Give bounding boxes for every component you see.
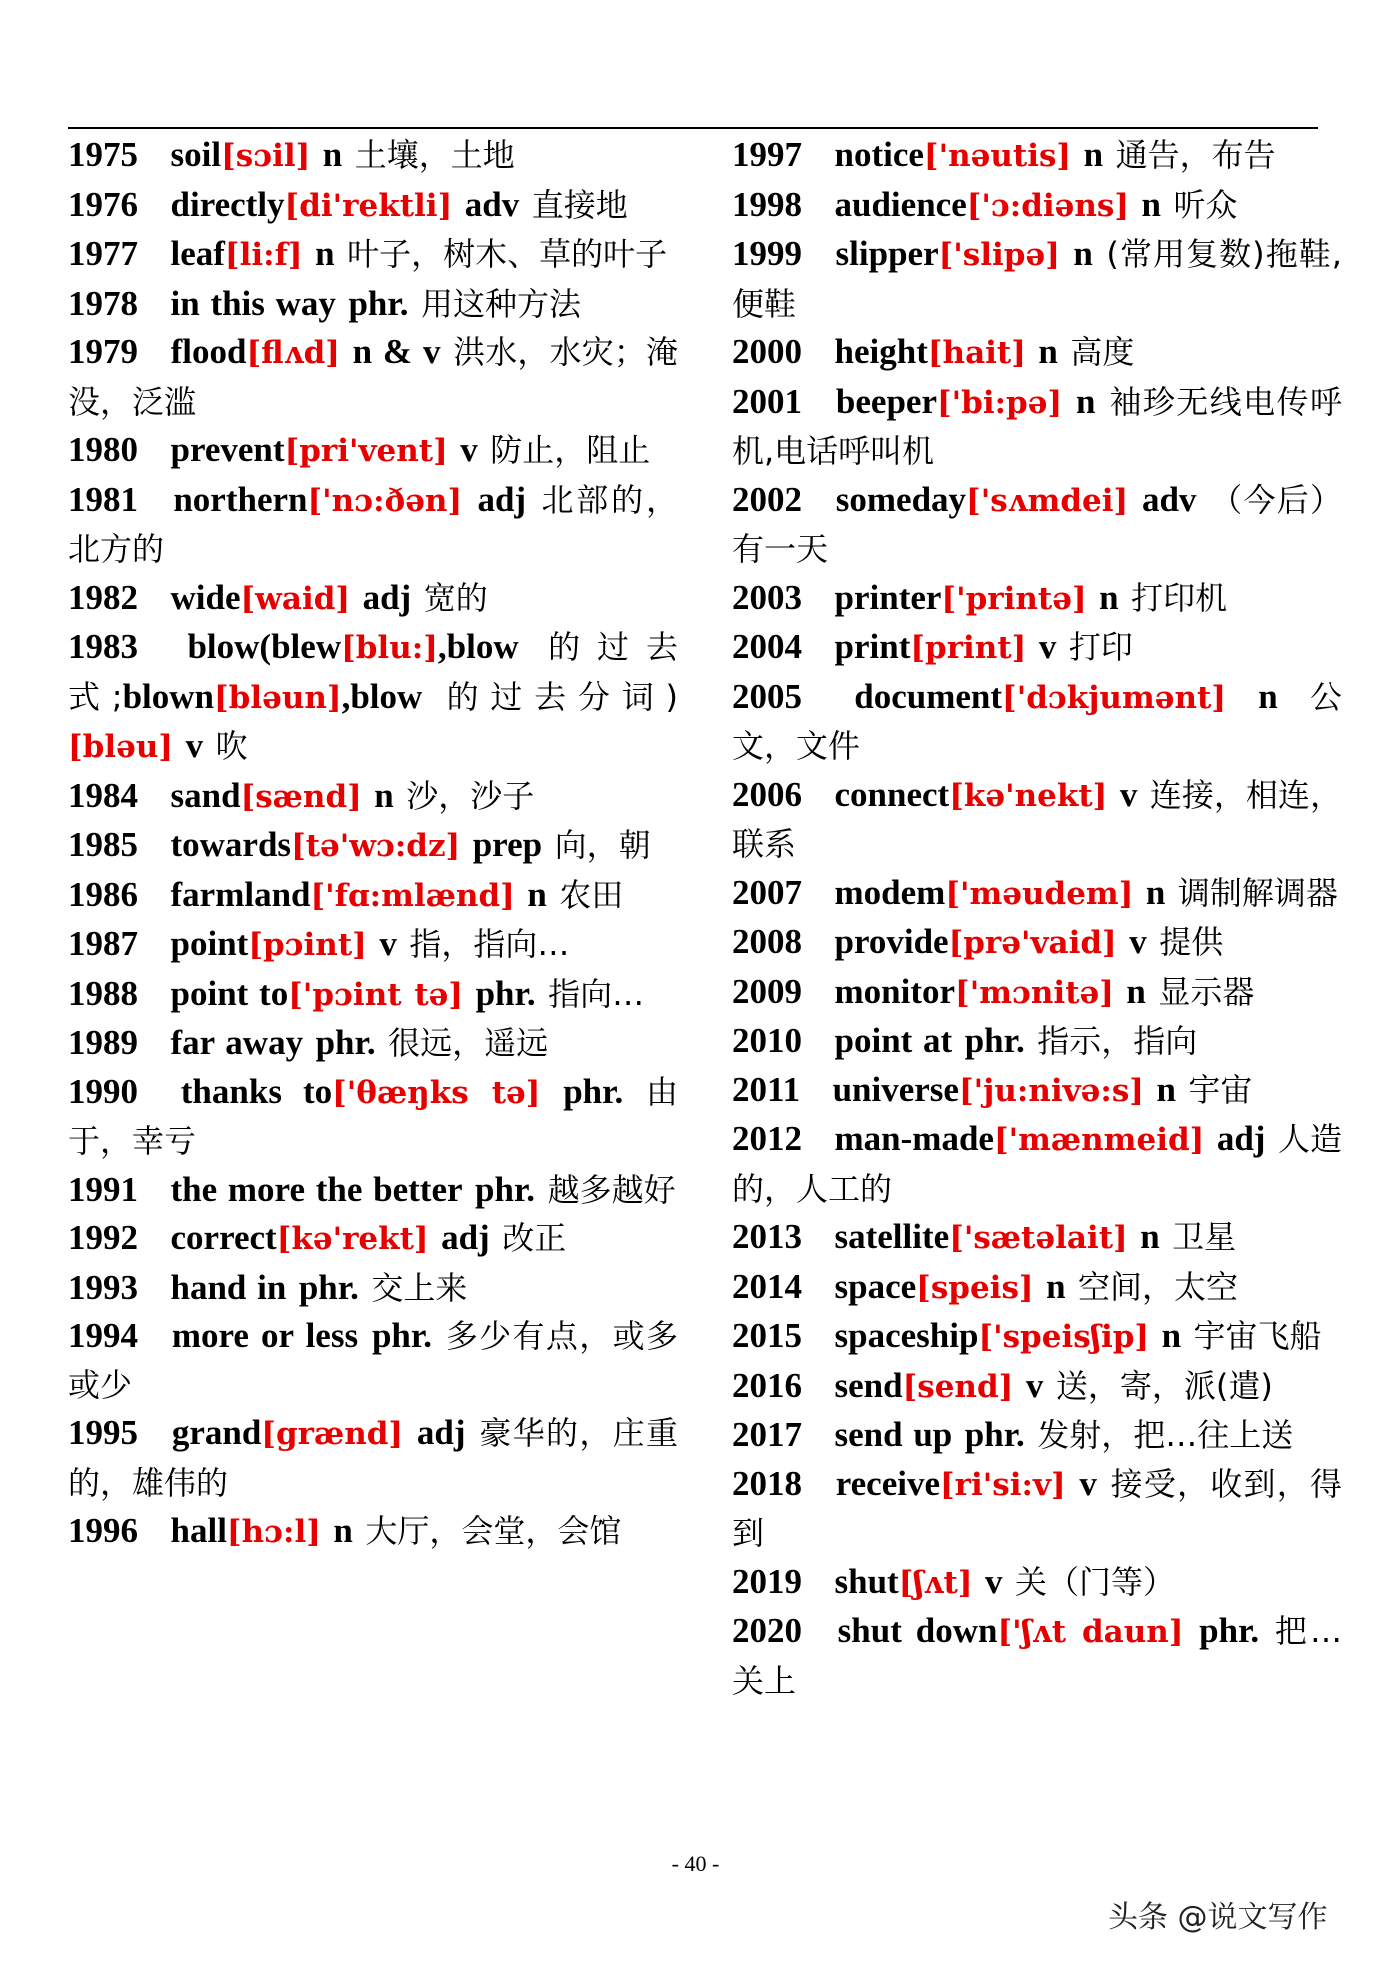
vocab-entry <box>68 1409 678 1507</box>
entry-part-of-speech: adv <box>464 184 520 224</box>
vocab-entry <box>732 230 1342 328</box>
entry-part-of-speech: phr. <box>964 1415 1025 1454</box>
entry-number: 1976 <box>68 184 138 224</box>
entry-word: the more the better <box>170 1169 463 1209</box>
entry-word: provide <box>834 922 949 961</box>
entry-number: 2018 <box>732 1463 802 1503</box>
entry-phonetic: [pɔint] <box>248 927 367 963</box>
entry-meaning: 调制解调器 <box>1177 873 1338 912</box>
entry-meaning: 防止，阻止 <box>490 431 651 469</box>
entry-part-of-speech: n <box>1083 135 1104 174</box>
entry-part-of-speech: n <box>1140 1217 1160 1256</box>
entry-word: farmland <box>170 874 311 914</box>
entry-word: correct <box>170 1218 277 1257</box>
entry-word: hand in <box>170 1267 287 1307</box>
entry-meaning: 把…关上 <box>732 1612 1342 1700</box>
entry-part-of-speech: adj <box>362 577 412 617</box>
entry-meaning: 洪水，水灾；淹没，泛滥 <box>68 333 678 421</box>
entry-number: 1996 <box>68 1511 138 1550</box>
entry-number: 2009 <box>732 971 802 1011</box>
entry-part-of-speech: n <box>315 234 335 273</box>
entry-part-of-speech: phr. <box>315 1023 376 1062</box>
entry-meaning: 关（门等） <box>1015 1562 1176 1601</box>
entry-meaning: 打印 <box>1068 628 1133 666</box>
entry-number: 2001 <box>732 381 802 421</box>
entry-part-of-speech: v <box>1038 627 1057 666</box>
entry-meaning: 空间，太空 <box>1078 1267 1239 1306</box>
entry-meaning: 接受，收到，得到 <box>732 1464 1342 1552</box>
entry-word: more or less <box>171 1316 359 1355</box>
vocab-entry <box>68 1264 678 1313</box>
entry-phonetic: ['printə] <box>941 580 1087 617</box>
vocab-entry <box>732 1115 1342 1213</box>
entry-meaning: 由于，幸亏 <box>68 1072 678 1160</box>
entry-number: 1988 <box>68 973 138 1013</box>
vocab-entry <box>68 1312 678 1409</box>
entry-part-of-speech: phr. <box>348 283 409 323</box>
vocab-entry <box>68 426 678 476</box>
entry-meaning: 吹 <box>215 727 248 765</box>
entry-part-of-speech: phr. <box>298 1267 359 1307</box>
vocab-entry <box>68 476 678 574</box>
vocab-entry <box>732 918 1342 968</box>
entry-part-of-speech: adj <box>477 479 527 519</box>
entry-word: hall <box>170 1511 227 1550</box>
vocab-entry <box>732 673 1342 771</box>
entry-word: someday <box>835 479 967 519</box>
entry-meaning: 宽的 <box>423 578 488 617</box>
entry-part-of-speech: n <box>1258 676 1278 716</box>
vocab-entry <box>68 181 678 231</box>
entry-number: 1994 <box>68 1316 138 1355</box>
entry-word: sand <box>170 775 241 815</box>
entry-word: modem <box>834 872 946 912</box>
vocab-entry <box>68 131 678 181</box>
entry-number: 2019 <box>732 1561 802 1601</box>
vocab-entry <box>732 181 1342 231</box>
entry-number: 2004 <box>732 627 802 666</box>
entry-meaning: 袖珍无线电传呼机,电话呼叫机 <box>732 382 1342 470</box>
entry-part-of-speech: adj <box>441 1218 490 1257</box>
entry-phonetic: ['speisʃip] <box>978 1319 1150 1355</box>
entry-number: 1991 <box>68 1169 138 1209</box>
entry-meaning: 豪华的，庄重的，雄伟的 <box>68 1414 678 1502</box>
entry-meaning: 宇宙飞船 <box>1193 1317 1322 1355</box>
entry-meaning: 显示器 <box>1158 972 1255 1011</box>
entry-phonetic: [sænd] <box>240 778 362 815</box>
entry-part-of-speech: n <box>1161 1316 1182 1355</box>
entry-number: 2015 <box>732 1316 802 1355</box>
entry-number: 2007 <box>732 872 802 912</box>
entry-word: ,blow <box>341 676 423 716</box>
entry-word: wide <box>170 577 241 617</box>
entry-word: blow(blew <box>187 627 342 666</box>
entry-part-of-speech: n <box>322 135 343 174</box>
entry-phonetic: [flʌd] <box>246 335 340 371</box>
entry-part-of-speech: v <box>460 430 478 469</box>
entry-number: 2014 <box>732 1266 802 1306</box>
left-column <box>68 131 678 1557</box>
entry-word: grand <box>171 1413 262 1452</box>
entry-meaning: 叶子，树木、草的叶子 <box>347 235 668 273</box>
vocab-entry <box>732 1411 1342 1460</box>
entry-word: far away <box>170 1023 304 1062</box>
entry-part-of-speech: v <box>185 726 204 765</box>
entry-word: northern <box>173 479 308 519</box>
vocab-entry <box>732 1263 1342 1313</box>
vocab-entry <box>732 771 1342 869</box>
entry-meaning: 的过去式; <box>68 628 678 716</box>
entry-phonetic: [speis] <box>916 1269 1034 1306</box>
entry-part-of-speech: n <box>1141 184 1162 224</box>
entry-part-of-speech: n & v <box>352 332 441 371</box>
entry-part-of-speech: phr. <box>371 1316 432 1355</box>
entry-word: point to <box>170 973 289 1013</box>
entry-part-of-speech: phr. <box>563 1071 624 1111</box>
entry-part-of-speech: v <box>1025 1365 1044 1405</box>
entry-number: 1999 <box>732 234 802 273</box>
vocab-entry <box>732 869 1342 919</box>
entry-word: document <box>854 676 1003 716</box>
entry-meaning: 高度 <box>1070 333 1135 371</box>
entry-part-of-speech: phr. <box>475 1169 536 1209</box>
entry-phonetic: ['θæŋks tə] <box>332 1074 541 1111</box>
vocab-entry <box>68 871 678 921</box>
entry-meaning: 卫星 <box>1172 1218 1237 1256</box>
entry-phonetic: [li:f] <box>224 237 303 273</box>
entry-phonetic: [print] <box>910 630 1027 666</box>
vocab-entry <box>732 1312 1342 1362</box>
entry-number: 1984 <box>68 775 138 815</box>
entry-word: universe <box>832 1069 959 1109</box>
entry-word: man-made <box>834 1119 994 1158</box>
entry-part-of-speech: n <box>1046 1266 1066 1306</box>
entry-meaning: 指向… <box>548 974 645 1013</box>
entry-meaning: （今后）有一天 <box>732 480 1342 568</box>
entry-meaning: 指，指向… <box>409 925 570 963</box>
entry-part-of-speech: v <box>379 924 397 963</box>
entry-phonetic: [ʃʌt] <box>898 1564 973 1601</box>
entry-phonetic: [blu:] <box>341 630 438 666</box>
vocab-entry <box>68 970 678 1020</box>
entry-part-of-speech: n <box>1073 234 1093 273</box>
entry-word: slipper <box>835 234 939 273</box>
entry-phonetic: ['ju:nivə:s] <box>958 1072 1144 1109</box>
entry-word: flood <box>170 332 247 371</box>
entry-phonetic: [send] <box>902 1368 1014 1405</box>
entry-meaning: 向，朝 <box>554 826 651 864</box>
entry-phonetic: ['bi:pə] <box>937 384 1063 421</box>
entry-number: 2003 <box>732 577 802 617</box>
entry-part-of-speech: phr. <box>964 1021 1025 1060</box>
entry-part-of-speech: n <box>1145 872 1166 912</box>
entry-word: directly <box>170 184 285 224</box>
entry-part-of-speech: phr. <box>475 973 536 1013</box>
entry-number: 2013 <box>732 1217 802 1256</box>
entry-number: 1997 <box>732 135 802 174</box>
entry-word: monitor <box>834 971 956 1011</box>
entry-meaning: 直接地 <box>531 185 628 224</box>
entry-word: print <box>834 627 911 666</box>
right-column <box>732 131 1342 1705</box>
entry-phonetic: ['dɔkjumənt] <box>1002 679 1227 716</box>
entry-number: 1980 <box>68 430 138 469</box>
entry-phonetic: ['məudem] <box>945 875 1134 912</box>
entry-number: 1983 <box>68 627 138 666</box>
entry-number: 2020 <box>732 1611 802 1650</box>
entry-phonetic: ['mænmeid] <box>993 1122 1205 1158</box>
entry-word: connect <box>834 774 950 814</box>
entry-part-of-speech: n <box>527 874 547 914</box>
entry-word: notice <box>834 135 924 174</box>
entry-word: spaceship <box>834 1316 979 1355</box>
vocab-entry <box>68 280 678 329</box>
entry-part-of-speech: n <box>1076 381 1096 421</box>
entry-part-of-speech: n <box>1038 332 1058 371</box>
entry-number: 1987 <box>68 924 138 963</box>
entry-part-of-speech: phr. <box>1199 1611 1260 1650</box>
vocab-entry <box>68 821 678 871</box>
entry-number: 2002 <box>732 479 802 519</box>
watermark: 头条 @说文写作 <box>1108 1900 1328 1935</box>
vocab-entry <box>68 1068 678 1166</box>
entry-part-of-speech: n <box>333 1511 353 1550</box>
entry-word: beeper <box>835 381 937 421</box>
entry-meaning: 交上来 <box>371 1268 468 1307</box>
vocab-entry <box>68 230 678 280</box>
top-rule <box>68 127 1318 129</box>
entry-word: send <box>834 1365 903 1405</box>
entry-number: 2005 <box>732 676 802 716</box>
entry-meaning: (常用复数)拖鞋,便鞋 <box>732 235 1342 323</box>
entry-word: height <box>834 332 928 371</box>
entry-word: receive <box>835 1463 940 1503</box>
entry-number: 2010 <box>732 1021 802 1060</box>
vocab-entry <box>68 328 678 426</box>
entry-number: 1979 <box>68 332 138 371</box>
entry-meaning: 听众 <box>1173 185 1238 224</box>
entry-phonetic: ['sætəlait] <box>949 1220 1128 1256</box>
entry-meaning: 沙，沙子 <box>406 776 535 815</box>
entry-meaning: 农田 <box>559 875 624 914</box>
vocab-entry <box>68 1019 678 1068</box>
entry-number: 1989 <box>68 1023 138 1062</box>
vocab-entry <box>732 1017 1342 1066</box>
entry-number: 1978 <box>68 283 138 323</box>
vocab-entry <box>732 574 1342 624</box>
vocab-entry <box>732 1213 1342 1263</box>
entry-part-of-speech: adj <box>1216 1119 1266 1158</box>
entry-part-of-speech: n <box>374 775 394 815</box>
entry-number: 1977 <box>68 234 138 273</box>
entry-phonetic: ['sʌmdei] <box>966 482 1129 519</box>
entry-meaning: 打印机 <box>1131 578 1228 617</box>
entry-phonetic: ['ɔ:diəns] <box>966 187 1130 224</box>
vocab-entry <box>68 1214 678 1264</box>
entry-word: in this way <box>170 283 336 323</box>
entry-word: shut down <box>837 1611 998 1650</box>
entry-phonetic: ['slipə] <box>938 237 1060 273</box>
entry-meaning: 宇宙 <box>1188 1070 1253 1109</box>
entry-number: 2016 <box>732 1365 802 1405</box>
entry-word: blown <box>122 676 214 716</box>
entry-meaning: 公文，文件 <box>732 677 1343 765</box>
vocab-entry <box>732 1607 1342 1705</box>
entry-number: 1998 <box>732 184 802 224</box>
entry-meaning: 大厅，会堂，会馆 <box>365 1512 622 1550</box>
page-number: - 40 - <box>671 1851 720 1876</box>
entry-meaning: 用这种方法 <box>420 284 581 323</box>
entry-number: 1990 <box>68 1071 138 1111</box>
entry-meaning: 通告，布告 <box>1115 136 1276 174</box>
entry-word: send up <box>834 1415 953 1454</box>
entry-part-of-speech: v <box>1129 922 1147 961</box>
entry-meaning: 越多越好 <box>547 1170 676 1209</box>
entry-meaning: 提供 <box>1159 923 1224 961</box>
entry-word: prevent <box>170 430 285 469</box>
entry-number: 2008 <box>732 922 802 961</box>
entry-part-of-speech: prep <box>472 825 543 864</box>
entry-part-of-speech: n <box>1156 1069 1176 1109</box>
entry-phonetic: [kə'rekt] <box>276 1221 429 1257</box>
vocab-entry <box>732 1558 1342 1608</box>
entry-part-of-speech: adj <box>416 1413 466 1452</box>
entry-phonetic: [kə'nekt] <box>949 777 1108 814</box>
entry-phonetic: [waid] <box>240 580 351 617</box>
entry-meaning: 多少有点，或多或少 <box>68 1317 678 1404</box>
vocab-entry <box>68 574 678 624</box>
vocab-entry <box>732 1460 1342 1558</box>
entry-phonetic: ['pɔint tə] <box>288 976 464 1013</box>
entry-word: shut <box>834 1561 899 1601</box>
entry-number: 1975 <box>68 135 138 174</box>
entry-number: 1986 <box>68 874 138 914</box>
entry-word: point <box>170 924 249 963</box>
vocab-entry <box>732 1362 1342 1412</box>
entry-part-of-speech: v <box>1119 774 1138 814</box>
entry-meaning: 北部的，北方的 <box>68 480 678 568</box>
entry-number: 1995 <box>68 1413 138 1452</box>
entry-meaning: 人造的，人工的 <box>732 1120 1342 1208</box>
entry-phonetic: [hait] <box>927 335 1026 371</box>
entry-phonetic: [hɔ:l] <box>226 1514 321 1550</box>
vocab-entry <box>732 1066 1342 1116</box>
entry-meaning: 送，寄，派(遣) <box>1055 1366 1273 1405</box>
entry-word: satellite <box>834 1217 950 1256</box>
entry-word: space <box>834 1266 917 1306</box>
vocab-entry <box>68 1507 678 1557</box>
entry-number: 2017 <box>732 1415 802 1454</box>
entry-phonetic: ['fɑ:mlænd] <box>310 877 515 914</box>
entry-phonetic: [pri'vent] <box>284 433 448 469</box>
entry-phonetic: ['nəutis] <box>923 138 1072 174</box>
entry-word: soil <box>170 135 222 174</box>
entry-part-of-speech: adv <box>1141 479 1197 519</box>
entry-word: audience <box>834 184 967 224</box>
vocab-entry <box>732 968 1342 1018</box>
entry-number: 2006 <box>732 774 802 814</box>
vocab-entry <box>68 1166 678 1215</box>
entry-meaning: 土壤，土地 <box>354 136 515 174</box>
entry-phonetic: ['mɔnitə] <box>955 974 1114 1011</box>
vocab-entry <box>68 772 678 822</box>
entry-phonetic: [ri'si:v] <box>940 1466 1066 1503</box>
entry-number: 1982 <box>68 577 138 617</box>
entry-part-of-speech: v <box>1079 1463 1097 1503</box>
entry-part-of-speech: n <box>1126 971 1146 1011</box>
entry-meaning: 发射，把…往上送 <box>1037 1416 1294 1454</box>
entry-part-of-speech: n <box>1099 577 1119 617</box>
entry-meaning: 很远，遥远 <box>388 1024 549 1062</box>
entry-number: 2000 <box>732 332 802 371</box>
vocab-entry <box>68 920 678 970</box>
entry-word: towards <box>170 825 292 864</box>
entry-number: 1985 <box>68 825 138 864</box>
entry-number: 2012 <box>732 1119 802 1158</box>
entry-word: ,blow <box>437 627 519 666</box>
entry-word: point at <box>834 1021 953 1060</box>
entry-number: 1992 <box>68 1218 138 1257</box>
entry-phonetic: [bləun] <box>214 679 342 716</box>
entry-phonetic: [sɔil] <box>221 138 311 174</box>
entry-meaning: 改正 <box>502 1219 567 1257</box>
entry-phonetic: ['nɔ:ðən] <box>307 482 463 519</box>
entry-word: leaf <box>170 234 225 273</box>
vocab-entry <box>732 623 1342 673</box>
vocab-entry <box>732 131 1342 181</box>
vocab-entry <box>732 378 1342 476</box>
entry-meaning: 指示，指向 <box>1037 1022 1198 1060</box>
entry-meaning: 的过去分词) <box>446 677 678 716</box>
vocab-entry <box>732 328 1342 378</box>
vocab-entry <box>68 623 678 772</box>
entry-phonetic: [bləu] <box>68 729 174 765</box>
entry-number: 2011 <box>732 1069 801 1109</box>
entry-phonetic: [grænd] <box>261 1416 404 1452</box>
entry-phonetic: [prə'vaid] <box>948 925 1117 961</box>
entry-number: 1993 <box>68 1267 138 1307</box>
entry-phonetic: [tə'wɔ:dz] <box>291 828 461 864</box>
entry-part-of-speech: v <box>985 1561 1003 1601</box>
entry-word: thanks to <box>180 1071 333 1111</box>
vocab-entry <box>732 476 1342 574</box>
entry-phonetic: [di'rektli] <box>284 187 453 224</box>
entry-meaning: 连接，相连，联系 <box>732 775 1342 863</box>
entry-phonetic: ['ʃʌt daun] <box>997 1614 1184 1650</box>
entry-word: printer <box>834 577 942 617</box>
entry-number: 1981 <box>68 479 138 519</box>
